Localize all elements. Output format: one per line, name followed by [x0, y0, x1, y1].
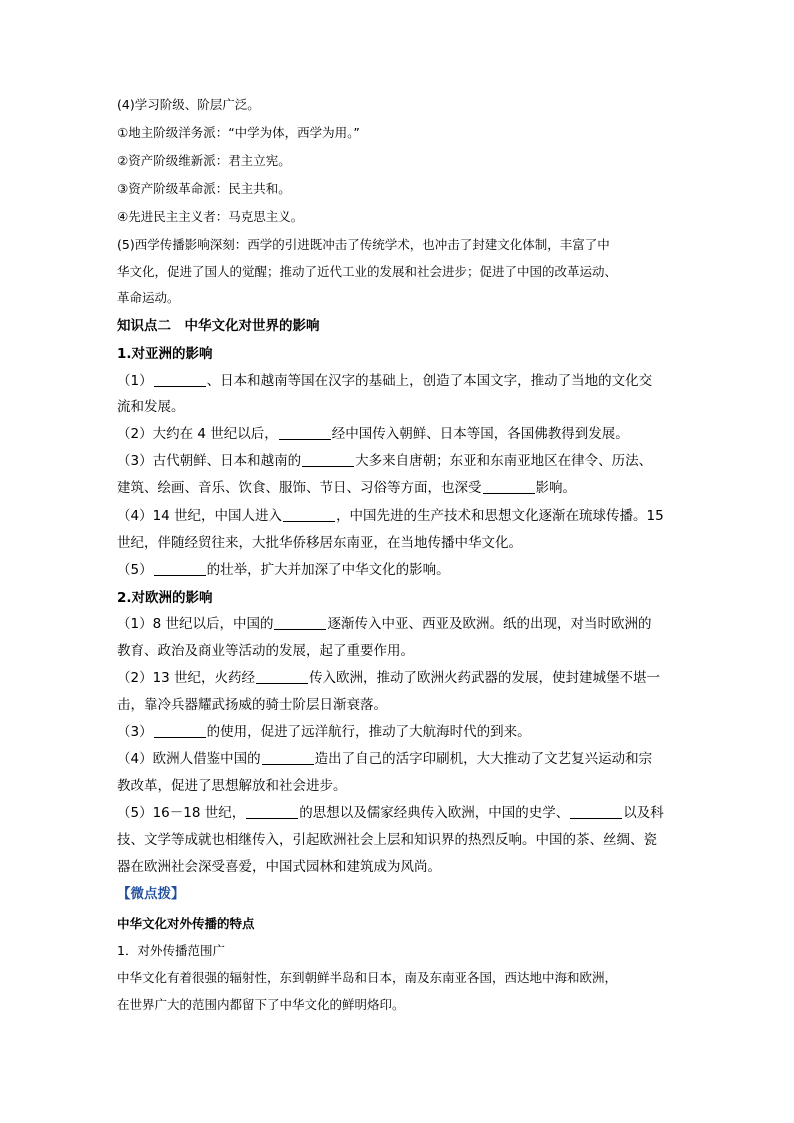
europe-item-1: （1）8 世纪以后，中国的 逐渐传入中亚、西亚及欧洲。纸的出现，对当时欧洲的 [117, 616, 652, 632]
asia-item-3-cont: 建筑、绘画、音乐、饮食、服饰、节日、习俗等方面，也深受 影响。 [117, 480, 576, 496]
fill-blank[interactable] [154, 372, 206, 387]
tip-subtitle: 中华文化对外传播的特点 [117, 916, 255, 931]
text-line: 流和发展。 [117, 399, 185, 415]
text-line: 教改革，促进了思想解放和社会进步。 [117, 778, 347, 794]
text-line: 中华文化有着很强的辐射性，东到朝鲜半岛和日本，南及东南亚各国，西达地中海和欧洲， [117, 970, 618, 985]
asia-item-2: （2）大约在 4 世纪以后， 经中国传入朝鲜、日本等国，各国佛教得到发展。 [117, 426, 629, 442]
fill-blank[interactable] [570, 804, 622, 819]
europe-item-5: （5）16－18 世纪， 的思想以及儒家经典传入欧洲，中国的史学、 以及科 [117, 805, 664, 821]
text-line: ③资产阶级革命派：民主共和。 [117, 181, 291, 196]
fill-blank[interactable] [246, 804, 298, 819]
text-line: ①地主阶级洋务派：“中学为体，西学为用。” [117, 125, 360, 140]
text-line: 教育、政治及商业等活动的发展，起了重要作用。 [117, 643, 414, 659]
fill-blank[interactable] [302, 452, 354, 467]
subsection-heading-asia: 1.对亚洲的影响 [117, 346, 213, 362]
tip-heading: 【微点拨】 [117, 886, 185, 902]
text-line: (4)学习阶级、阶层广泛。 [117, 97, 260, 112]
fill-blank[interactable] [283, 507, 335, 522]
text-line: 击，靠冷兵器耀武扬威的骑士阶层日渐衰落。 [117, 697, 387, 713]
asia-item-4: （4）14 世纪，中国人进入 ，中国先进的生产技术和思想文化逐渐在琉球传播。15 [117, 508, 664, 524]
asia-item-5: （5） 的壮举，扩大并加深了中华文化的影响。 [117, 562, 450, 578]
fill-blank[interactable] [154, 561, 206, 576]
fill-blank[interactable] [256, 669, 308, 684]
text-line: 世纪，伴随经贸往来，大批华侨移居东南亚，在当地传播中华文化。 [117, 535, 522, 551]
text-line: 华文化，促进了国人的觉醒；推动了近代工业的发展和社会进步；促进了中国的改革运动、 [117, 264, 618, 279]
subsection-heading-europe: 2.对欧洲的影响 [117, 590, 213, 606]
fill-blank[interactable] [483, 479, 535, 494]
text-line: 器在欧洲社会深受喜爱，中国式园林和建筑成为风尚。 [117, 859, 441, 875]
section-title: 知识点二 中华文化对世界的影响 [117, 318, 320, 334]
fill-blank[interactable] [262, 750, 314, 765]
europe-item-3: （3） 的使用，促进了远洋航行，推动了大航海时代的到来。 [117, 724, 531, 740]
europe-item-2: （2）13 世纪，火药经 传入欧洲，推动了欧洲火药武器的发展，使封建城堡不堪一 [117, 670, 661, 686]
text-line: 在世界广大的范围内都留下了中华文化的鲜明烙印。 [117, 997, 405, 1012]
text-line: ②资产阶级维新派：君主立宪。 [117, 153, 291, 168]
fill-blank[interactable] [274, 615, 326, 630]
asia-item-1: （1） 、日本和越南等国在汉字的基础上，创造了本国文字，推动了当地的文化交 [117, 373, 653, 389]
fill-blank[interactable] [154, 723, 206, 738]
text-line: (5)西学传播影响深刻：西学的引进既冲击了传统学术，也冲击了封建文化体制，丰富了中 [117, 237, 610, 252]
text-line: 革命运动。 [117, 290, 180, 305]
text-line: 技、文学等成就也相继传入，引起欧洲社会上层和知识界的热烈反响。中国的茶、丝绸、瓷 [117, 832, 657, 848]
text-line: ④先进民主主义者：马克思主义。 [117, 209, 304, 224]
asia-item-3: （3）古代朝鲜、日本和越南的 大多来自唐朝；东亚和东南亚地区在律令、历法、 [117, 453, 653, 469]
tip-point-1: 1．对外传播范围广 [117, 943, 225, 958]
europe-item-4: （4）欧洲人借鉴中国的 造出了自己的活字印刷机，大大推动了文艺复兴运动和宗 [117, 751, 653, 767]
fill-blank[interactable] [279, 425, 331, 440]
